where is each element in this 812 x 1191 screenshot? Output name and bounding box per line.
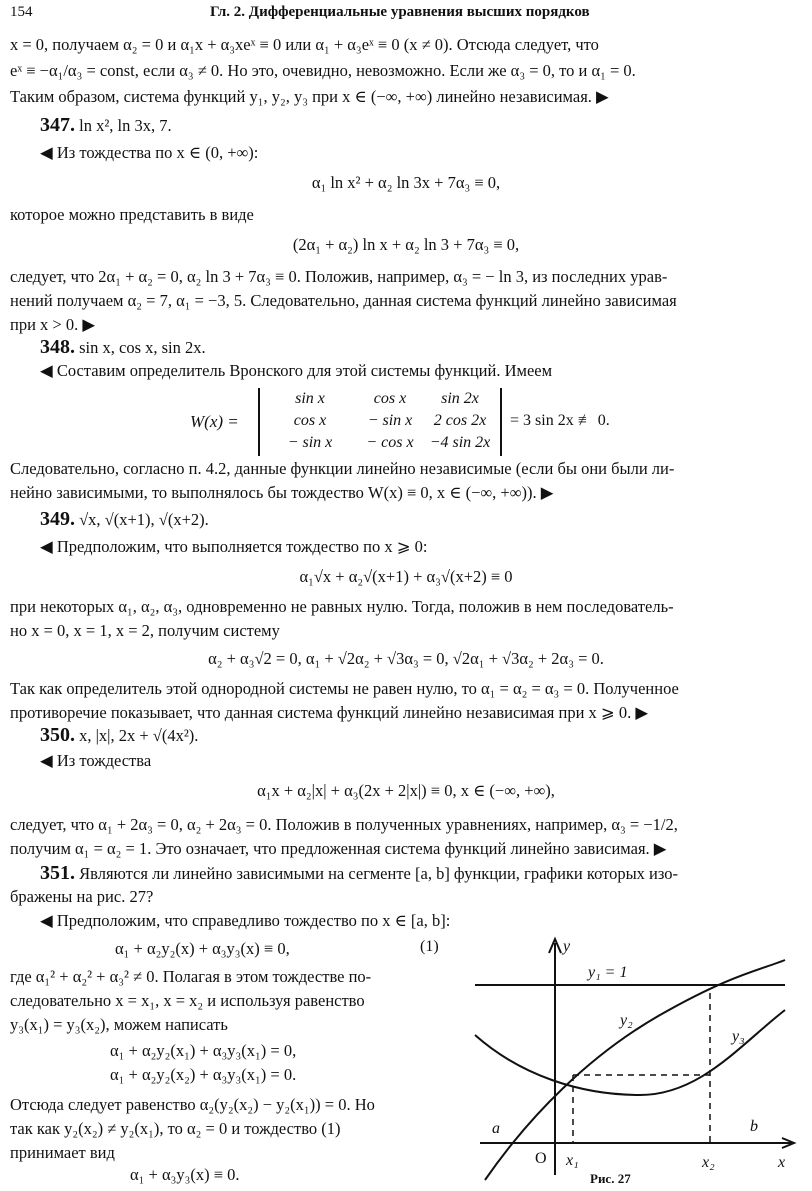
y2-label: y₂ xyxy=(620,1012,633,1029)
det-cell: − sin x xyxy=(287,434,333,451)
problem-347-heading xyxy=(40,114,802,137)
text-line: при x > 0. ▶ xyxy=(10,315,96,334)
origin-label: O xyxy=(535,1150,547,1167)
det-cell: − cos x xyxy=(366,434,414,451)
text-line: x = 0, получаем α₂ = 0 и α₁x + α₃xeˣ ≡ 0 или α₁ + α₃eˣ ≡ 0 (x ≠ 0). Отсюда следует, что xyxy=(10,35,599,54)
text-line: ◀ Предположим, что выполняется тождество по x ⩾ 0: xyxy=(40,537,428,556)
problem-functions: ln x², ln 3x, 7. xyxy=(79,116,172,135)
det-cell: cos x xyxy=(293,412,327,429)
page-header xyxy=(10,4,802,26)
page-number: 154 xyxy=(10,4,33,20)
problem-number: 349. xyxy=(40,508,75,530)
text-line: eˣ ≡ −α₁/α₃ = const, если α₃ ≠ 0. Но это, очевидно, невозможно. Если же α₃ = 0, то и α₁ = 0. xyxy=(10,61,636,80)
equation: α₁ + α₂y₂(x₁) + α₃y₃(x₁) = 0, xyxy=(110,1041,297,1060)
equation: α₁√x + α₂√(x+1) + α₃√(x+2) ≡ 0 xyxy=(299,567,513,586)
text-line: где α₁² + α₂² + α₃² ≠ 0. Полагая в этом тождестве по- xyxy=(10,967,372,986)
problem-functions: sin x, cos x, sin 2x. xyxy=(79,338,206,357)
text-line: Так как определитель этой однородной системы не равен нулю, то α₁ = α₂ = α₃ = 0. Полученное xyxy=(10,679,679,698)
text-line: нений получаем α₂ = 7, α₁ = −3, 5. Следовательно, данная система функций линейно зависимая xyxy=(10,291,677,310)
text-line: следовательно x = x₁, x = x₂ и используя равенство xyxy=(10,991,365,1010)
text-line: ◀ Составим определитель Вронского для этой системы функций. Имеем xyxy=(40,361,553,380)
wronskian-determinant xyxy=(190,388,640,460)
det-cell: sin x xyxy=(295,390,325,407)
problem-question: Являются ли линейно зависимыми на сегменте [a, b] функции, графики которых изо- xyxy=(79,864,679,883)
text-line: но x = 0, x = 1, x = 2, получим систему xyxy=(10,621,280,640)
determinant-label: W(x) = xyxy=(190,412,239,431)
text-line: следует, что α₁ + 2α₃ = 0, α₂ + 2α₃ = 0. Положив в полученных уравнениях, например, α₃ = −1/2, xyxy=(10,815,678,834)
text-line: Отсюда следует равенство α₂(y₂(x₂) − y₂(x₁)) = 0. Но xyxy=(10,1095,375,1114)
a-label: a xyxy=(492,1120,500,1137)
equation: α₁ + α₂y₂(x₂) + α₃y₃(x₁) = 0. xyxy=(110,1065,297,1084)
equation-number: (1) xyxy=(420,938,439,955)
det-cell: sin 2x xyxy=(441,390,479,407)
chapter-title: Гл. 2. Дифференциальные уравнения высших порядков xyxy=(210,4,590,20)
y-axis-label: y xyxy=(563,938,571,955)
text-line: противоречие показывает, что данная система функций линейно независимая при x ⩾ 0. ▶ xyxy=(10,703,649,722)
text-line: так как y₂(x₂) ≠ y₂(x₁), то α₂ = 0 и тождество (1) xyxy=(10,1119,341,1138)
figure-caption: Рис. 27 xyxy=(590,1171,631,1185)
det-cell: − sin x xyxy=(367,412,413,429)
det-cell: cos x xyxy=(373,390,407,407)
text-line: ◀ Предположим, что справедливо тождество по x ∈ [a, b]: xyxy=(40,911,451,930)
text-line: ◀ Из тождества по x ∈ (0, +∞): xyxy=(40,143,259,162)
problem-349-heading xyxy=(40,508,802,531)
text-line: y₃(x₁) = y₃(x₂), можем написать xyxy=(10,1015,228,1034)
problem-functions: √x, √(x+1), √(x+2). xyxy=(79,510,209,529)
x-axis-label: x xyxy=(778,1154,786,1171)
text-line: получим α₁ = α₂ = 1. Это означает, что предложенная система функций линейно зависимая. ▶ xyxy=(10,839,667,858)
determinant-bar-left xyxy=(258,388,260,456)
x2-label: x₂ xyxy=(702,1154,715,1171)
problem-351-heading xyxy=(40,862,802,885)
problem-number: 350. xyxy=(40,724,75,746)
det-cell: −4 sin 2x xyxy=(429,434,491,451)
problem-functions: x, |x|, 2x + √(4x²). xyxy=(79,726,199,745)
text-line: бражены на рис. 27? xyxy=(10,887,154,906)
problem-number: 351. xyxy=(40,862,75,884)
x1-label: x₁ xyxy=(566,1152,579,1169)
equation: (2α₁ + α₂) ln x + α₂ ln 3 + 7α₃ ≡ 0, xyxy=(292,235,520,254)
equation: α₁ + α₃y₃(x) ≡ 0. xyxy=(130,1165,240,1184)
text-line: нейно зависимыми, то выполнялось бы тождество W(x) ≡ 0, x ∈ (−∞, +∞)). ▶ xyxy=(10,483,554,502)
text-line: следует, что 2α₁ + α₂ = 0, α₂ ln 3 + 7α₃ ≡ 0. Положив, например, α₃ = − ln 3, из последних урав- xyxy=(10,267,668,286)
equation: α₂ + α₃√2 = 0, α₁ + √2α₂ + √3α₃ = 0, √2α₁ + √3α₂ + 2α₃ = 0. xyxy=(208,649,604,668)
text-line: принимает вид xyxy=(10,1143,115,1162)
figure-27 xyxy=(460,935,800,1185)
determinant-result: = 3 sin 2x ≢ 0. xyxy=(510,412,610,429)
problem-348-heading xyxy=(40,336,802,359)
y3-label: y₃ xyxy=(732,1028,745,1045)
text-line: Следовательно, согласно п. 4.2, данные функции линейно независимые (если бы они были ли- xyxy=(10,459,675,478)
y1-label: y₁ = 1 xyxy=(588,964,628,981)
equation: α₁x + α₂|x| + α₃(2x + 2|x|) ≡ 0, x ∈ (−∞, +∞), xyxy=(257,781,555,800)
equation: α₁ + α₂y₂(x) + α₃y₃(x) ≡ 0, xyxy=(115,939,290,958)
determinant-bar-right xyxy=(500,388,502,456)
text-line: которое можно представить в виде xyxy=(10,205,254,224)
text-line: Таким образом, система функций y₁, y₂, y₃ при x ∈ (−∞, +∞) линейно независимая. ▶ xyxy=(10,87,609,106)
b-label: b xyxy=(750,1118,758,1135)
equation: α₁ ln x² + α₂ ln 3x + 7α₃ ≡ 0, xyxy=(311,173,501,192)
det-cell: 2 cos 2x xyxy=(433,412,487,429)
problem-number: 348. xyxy=(40,336,75,358)
text-line: ◀ Из тождества xyxy=(40,751,152,770)
text-line: при некоторых α₁, α₂, α₃, одновременно не равных нулю. Тогда, положив в нем последователь- xyxy=(10,597,674,616)
problem-350-heading xyxy=(40,724,802,747)
problem-number: 347. xyxy=(40,114,75,136)
